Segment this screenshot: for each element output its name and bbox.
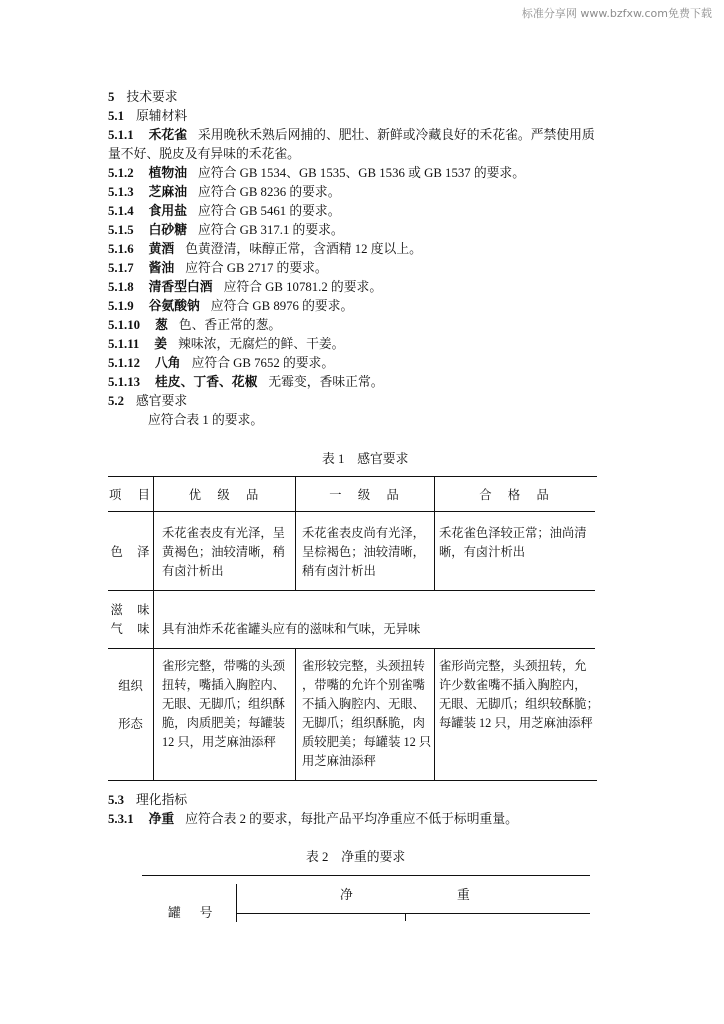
table-row-flavor	[108, 591, 595, 649]
clause-text: 辣味浓，无腐烂的鲜、干姜。	[178, 337, 345, 351]
clause-term: 葱	[155, 318, 168, 332]
clause-text: 应符合表 1 的要求。	[148, 413, 264, 427]
header-can-number: 罐 号	[168, 906, 216, 920]
clause-text: 应符合 GB 8236 的要求。	[197, 185, 341, 199]
column-tick	[405, 913, 406, 921]
cell-line: 12 只，用芝麻油添秤	[162, 735, 276, 749]
cell-line: 扭转，嘴插入胸腔内、	[162, 678, 285, 692]
heading-number: 5.2	[108, 394, 124, 408]
clause-term: 黄酒	[148, 242, 175, 256]
clause-text: 应符合 GB 1534、GB 1535、GB 1536 或 GB 1537 的要求。	[197, 166, 526, 180]
clause-number: 5.3.1	[108, 812, 134, 826]
clause-number: 5.1.13	[108, 375, 140, 389]
cell-line: 黄褐色；油较清晰，稍	[162, 545, 285, 559]
clause-5-1-7	[108, 259, 595, 278]
cell-line: 无眼、无脚爪；组织较酥脆；	[439, 697, 599, 711]
clause-text: 无霉变，香味正常。	[268, 375, 384, 389]
cell-first-grade	[295, 649, 434, 780]
clause-5-1-11	[108, 335, 595, 354]
clause-number: 5.1.8	[108, 280, 134, 294]
clause-term: 禾花雀	[148, 128, 187, 142]
cell-line: 晰，有卤汁析出	[439, 545, 526, 559]
clause-term: 八角	[155, 356, 181, 370]
column-divider	[236, 884, 237, 922]
cell-line: 无眼、无脚爪；组织酥	[162, 697, 285, 711]
clause-number: 5.1.11	[108, 337, 140, 351]
clause-5-1-4	[108, 202, 595, 221]
clause-5-1-5	[108, 221, 595, 240]
clause-5-1-1-continuation	[108, 145, 595, 164]
header-premium: 优 级 品	[153, 477, 295, 511]
cell-line: 雀形尚完整，头颈扭转，允	[439, 659, 587, 673]
cell-line: ，带嘴的允许个别雀嘴	[302, 678, 425, 692]
heading-title: 原辅材料	[136, 109, 188, 123]
header-qualified: 合 格 品	[434, 477, 595, 511]
row-label-line: 滋 味	[110, 603, 151, 617]
clause-term: 姜	[154, 337, 168, 351]
row-label-line: 气 味	[110, 622, 151, 636]
clause-5-1-12	[108, 354, 595, 373]
clause-term: 白砂糖	[148, 223, 187, 237]
clause-term: 清香型白酒	[148, 280, 213, 294]
heading-5-2	[108, 392, 595, 411]
table-row-texture	[108, 649, 599, 780]
table-1-sensory	[108, 476, 597, 781]
cell-line: 脆，肉质肥美；每罐装	[162, 716, 285, 730]
row-label-line: 组织	[118, 679, 143, 693]
clause-5-1-3	[108, 183, 595, 202]
cell-qualified	[434, 512, 595, 590]
clause-5-1-6	[108, 240, 595, 259]
clause-term: 食用盐	[148, 204, 187, 218]
clause-number: 5.1.6	[108, 242, 134, 256]
cell-qualified	[434, 649, 599, 780]
heading-title: 理化指标	[136, 793, 188, 807]
row-label	[108, 649, 153, 780]
heading-title: 感官要求	[136, 394, 188, 408]
clause-5-1-13	[108, 373, 595, 392]
table-2-caption: 表 2 净重的要求	[306, 850, 406, 864]
clause-number: 5.1.1	[108, 128, 134, 142]
clause-text: 应符合 GB 7652 的要求。	[191, 356, 335, 370]
clause-text: 色黄澄清，味醇正常，含酒精 12 度以上。	[185, 242, 422, 256]
section-5-3-text	[108, 791, 518, 829]
cell-premium	[153, 649, 295, 780]
clause-text: 应符合 GB 5461 的要求。	[197, 204, 341, 218]
cell-all-grades: 具有油炸禾花雀罐头应有的滋味和气味，无异味	[153, 591, 595, 648]
header-divider	[237, 913, 590, 914]
cell-line: 禾花雀表皮有光泽，呈	[162, 526, 285, 540]
clause-5-1-1	[108, 126, 595, 145]
clause-text: 色、香正常的葱。	[178, 318, 282, 332]
table-row-color	[108, 512, 595, 591]
header-item: 项 目	[109, 488, 152, 502]
clause-term: 芝麻油	[148, 185, 187, 199]
clause-number: 5.1.10	[108, 318, 140, 332]
cell-first-grade	[295, 512, 434, 590]
clause-number: 5.1.3	[108, 185, 134, 199]
heading-number: 5.3	[108, 793, 124, 807]
heading-5-3	[108, 791, 518, 810]
row-label	[108, 591, 153, 648]
clause-number: 5.1.5	[108, 223, 134, 237]
clause-term: 桂皮、丁香、花椒	[155, 375, 258, 389]
cell-line: 无脚爪；组织酥脆，肉	[302, 716, 425, 730]
heading-number: 5.1	[108, 109, 124, 123]
clause-text: 应符合 GB 317.1 的要求。	[197, 223, 344, 237]
cell-line: 雀形较完整，头颈扭转	[302, 659, 425, 673]
clause-text: 应符合 GB 10781.2 的要求。	[223, 280, 383, 294]
heading-number: 5	[108, 90, 115, 104]
clause-5-3-1	[108, 810, 518, 829]
header-first-grade: 一 级 品	[295, 477, 434, 511]
cell-line: 禾花雀表皮尚有光泽，	[302, 526, 425, 540]
heading-5-1	[108, 107, 595, 126]
clause-5-1-9	[108, 297, 595, 316]
clause-5-1-10	[108, 316, 595, 335]
row-label-line: 形态	[118, 717, 143, 731]
heading-5	[108, 88, 595, 107]
cell-line: 质较肥美；每罐装 12 只	[302, 735, 432, 749]
clause-number: 5.1.4	[108, 204, 134, 218]
cell-premium	[153, 512, 295, 590]
clause-number: 5.1.9	[108, 299, 134, 313]
cell-line: 禾花雀色泽较正常；油尚清	[439, 526, 587, 540]
heading-title: 技术要求	[126, 90, 178, 104]
section-5-text	[108, 88, 595, 430]
cell-line: 呈棕褐色；油较清晰，	[302, 545, 425, 559]
table-1-caption: 表 1 感官要求	[322, 452, 409, 466]
header-weight-char: 重	[457, 888, 470, 902]
cell-line: 不插入胸腔内、无眼、	[302, 697, 425, 711]
clause-text: 应符合 GB 2717 的要求。	[185, 261, 328, 275]
cell-line: 用芝麻油添秤	[302, 754, 376, 768]
clause-text: 采用晚秋禾熟后网捕的、肥壮、新鲜或冷藏良好的禾花雀。严禁使用质	[197, 128, 595, 142]
row-label: 色 泽	[110, 545, 151, 559]
cell-line: 稍有卤汁析出	[302, 564, 376, 578]
clause-number: 5.1.7	[108, 261, 134, 275]
site-watermark: 标准分享网 www.bzfxw.com免费下载	[521, 7, 712, 20]
clause-term: 植物油	[148, 166, 187, 180]
clause-number: 5.1.12	[108, 356, 140, 370]
clause-term: 酱油	[148, 261, 175, 275]
clause-5-1-2	[108, 164, 595, 183]
clause-term: 谷氨酸钠	[148, 299, 200, 313]
cell-line: 每罐装 12 只，用芝麻油添秤	[439, 716, 593, 730]
cell-line: 有卤汁析出	[162, 564, 224, 578]
header-net-char: 净	[340, 888, 353, 902]
cell-line: 雀形完整，带嘴的头颈	[162, 659, 285, 673]
clause-5-1-8	[108, 278, 595, 297]
sensory-reference	[108, 411, 595, 430]
clause-text: 应符合 GB 8976 的要求。	[210, 299, 354, 313]
clause-text: 量不好、脱皮及有异味的禾花雀。	[108, 147, 300, 161]
table-header-row	[108, 477, 595, 512]
cell-line: 许少数雀嘴不插入胸腔内，	[439, 678, 587, 692]
clause-term: 净重	[148, 812, 175, 826]
clause-text: 应符合表 2 的要求，每批产品平均净重应不低于标明重量。	[185, 812, 518, 826]
clause-number: 5.1.2	[108, 166, 134, 180]
table-2-net-weight	[142, 875, 590, 925]
